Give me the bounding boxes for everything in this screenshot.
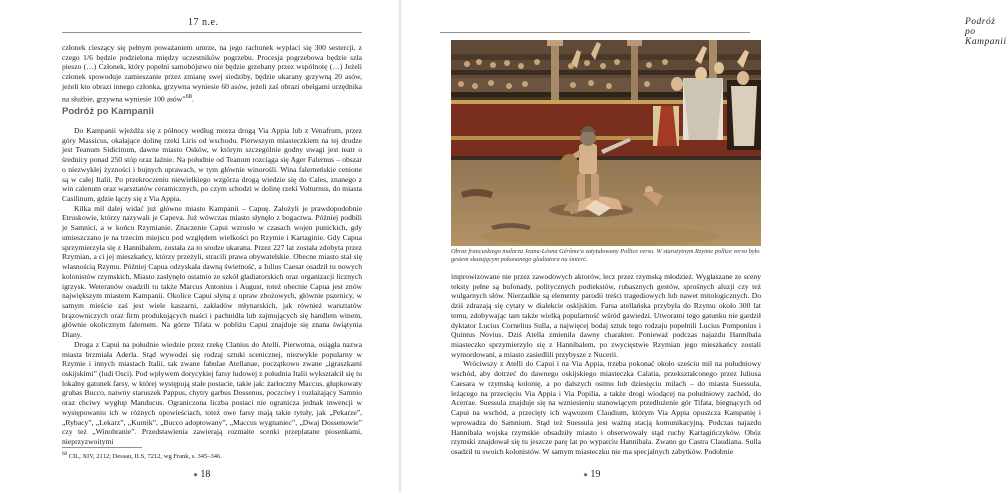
pollice-verso-painting [451, 40, 761, 246]
diamond-ornament-icon: ◆ [193, 472, 198, 478]
page-number-value: 19 [590, 469, 601, 480]
body-paragraph: improwizowane nie przez zawodowych aktorów, lecz przez rzymską młodzież. Wygłaszane ze sceny teksty pełne są bufonady, politycznych podtekstów, rubasznych gestów, sprośnych aluzji czy też wulgarnych słów. Nierzadkie są elementy parodii treści tragediowych lub nawet mitologicznych. Do dziś zdrazają się cytaty w dialekcie oskijskim. Farsa atellańska przybyła do Rzymu około 300 lat temu, zdobywając tam także wielką popularność wśród gawiedzi. Utworami tego gatunku nie gardził dyktator Lucius Cornelius Sulla, a najwięcej bodaj sztuk tego rodzaju popełnili Lucius Pomponius i Quintus Novius. Dziś Atella zmieniła dawny charakter. Ponieważ podczas najazdu Hannibala miasteczko sprzymierzyło się z Hannibalem, po zwycięstwie Rzymian jego mieszkańcy zostali wymordowani, a miasto zasiedlili przybysze z Nucerii. [451, 272, 761, 359]
footnote [62, 452, 222, 460]
header-rule-right [440, 32, 750, 33]
continued-paragraph: członek cieszący się pełnym poważaniem umrze, na jego rachunek wypłaci się 300 sestercji, z czego 1/6 będzie podzielona między uczestników pogrzebu. Procesja pogrzebowa będzie szła pieszo (…) Członek, który popełni samobójstwo nie będzie grzebany przez wspólnotę (…) Jeżeli członek spowoduje zamieszanie przez zmianę swej siedziby, będzie ukarany grzywną 20 asów, jeżeli kto obrazi innego członka, grzywna wyniesie 60 asów, jeżeli zaś obrazi obelgami urzędnika na służbie, grzywna wyniesie 100 asów” [62, 43, 362, 104]
section-heading: Podróż po Kampanii [62, 106, 154, 117]
running-head-left: 17 n.e. [188, 17, 219, 28]
figure-caption: Obraz francuskiego malarza Jeana-Léona Gérôme'a zatytułowany Pollice verso. W starożytnym Rzymie pollice verso było gestem skazującym pokonanego gladiatora na śmierć. [451, 248, 760, 263]
right-page-body [451, 272, 761, 457]
painting-illustration [451, 40, 761, 246]
body-paragraph: Wróciwszy z Atelli do Capui i na Via Appia, trzeba pokonać około sześciu mil na południowy wschód, aby dotrzeć do dawnego oskijskiego miasteczka Calatia, przekształconego przez Iuliusa Caesara w rzymską kolonię, a po dalszych osimu lub dziesięciu milach – do miasta Suessula, leżącego na przecięciu Via Appia i Via Popilia, a także drogi wiodącej na południowy zachód, do Acerrae. Suessula znajduje się na wzniesieniu stanowiącym przedłużenie gór Tifata, biegnących od Capui na wschód, a przecięty ich wąwozem Claudium, którym Via Appia opuszcza Kampanię i wprowadza do Samnium. Stąd też Suessula jest ważną stacją komunikacyjną. Podczas najazdu Hannibala wojska rzymskie obsadziły miasto i obserwowały stąd ruchy Kartagińczyków. Obóz rzymski znajdował się tu jeszcze parę lat po wyparciu Hannibala. Zwano go Castra Claudiana. Sulla osadził tu swoich kolonistów. W samym miasteczku nie ma specjalnych zabytków. Podobnie [451, 359, 761, 456]
header-rule-left [62, 32, 362, 33]
page-number-value: 18 [200, 469, 211, 480]
body-paragraph: Do Kampanii wjeżdża się z północy według morza drogą Via Appia lub z Venafrum, przez góry Massicus, okalające dolinę rzeki Liris od wschodu. Pierwszym miasteczkiem na tej drudze jest Teanum Sidicinum, dawne miasto Osków, w którym szczególnie godny uwagi jest teatr o średnicy ponad 250 stóp oraz łaźnie. Na południe od Teanum rozciąga się Ager Falernus – obszar o niezwykłej żyzności i bujnych uprawach, w tym głównie winorośli. Wina falerneńskie cenione są w całej Italii. Po przekroczeniu niewielkiego wzgórza drogą wiedzie się do Cales, znanego z win calenum oraz warsztatów ceramicznych, po czym schodzi w dolinę rzeki Volturnus, do miasta Casilinum, gdzie łączy się z Via Appia. [62, 126, 362, 204]
diamond-ornament-icon: ◆ [583, 472, 588, 478]
footnote-rule [62, 447, 142, 448]
page-number-right [562, 469, 622, 480]
body-paragraph: Kilka mil dalej widać już główne miasto Kampanii – Capuę. Założyli je prawdopodobnie Etruskowie, którzy nazywali je Capeva. Już wówczas miasto słynęło z bogactwa. Później podbili je Samnici, a w końcu Rzymianie. Znaczenie Capui wzrosło w czasach wojen punickich, gdy umieszczano je na trzecim miejscu pod względem wielkości po Rzymie i Kartaginie. Gdy Capua sprzymierzyła się z Hannibalem, została za to srodze ukarana. Przez 227 lat została zdobyta przez Rzymian, a ci jej mieszkańcy, którzy przeżyli, stracili prawa obywatelskie. Obecne miasto stał się własnością Rzymu. Później Capua odzyskała dawną świetność, a Iulius Caesar osadził tu nowych kolonistów rzymskich. Miasto zasłynęło ostatnio ze szkół gladiatorskich oraz organizacji licznych igrzysk. Weteranów osadzili tu także Marcus Antonius i August, toteż obecnie Capua jest znów największym miastem Kampanii. Okolice Capui słyną z upraw zbożowych, głównie pszenicy, w samym mieście zaś jest wiele kaszarni, zakładów młynarskich, jak również warsztatów brązowniczych oraz firm produkujących maści i pachnidła lub zajmujących się handlem winem, głównie okolicznym falernem. Na górze Tifata w pobliżu Capui znajduje się znana świątynia Diany. [62, 203, 362, 340]
continued-text: członek cieszący się pełnym poważaniem umrze, na jego rachunek wypłaci się 300 sestercji, z czego 1/6 będzie podzielona między uczestników pogrzebu. Procesja pogrzebowa będzie szła pieszo (…) Członek, który popełni samobójstwo nie będzie grzebany przez wspólnotę (…) Jeżeli członek spowoduje zamieszanie przez zmianę swej siedziby, będzie ukarany grzywną 20 asów, jeżeli kto obrazi innego członka, grzywna wyniesie 60 asów, jeżeli zaś obrazi obelgami urzędnika na służbie, grzywna wyniesie 100 asów”$^{68}$. [62, 43, 362, 104]
left-page-body [62, 126, 362, 447]
footnote-number: 68 [62, 452, 67, 457]
running-head-right: Podróż po Kampanii [965, 17, 1006, 47]
page-number-left [172, 469, 232, 480]
body-paragraph: Droga z Capui na południe wiedzie przez rzekę Clanius do Atelli. Pierwotna, osiągła nazwa miasta brzmiała Aderla. Stąd wywodzi się rodzaj sztuki scenicznej, niezwykle popularny w Rzymie i innych miastach Italii, tak zwane fabulae Atellanae, początkowo zwane „igraszkami oskijskimi” (ludi Osci). Pod wpływem dorycykiej farsy ludowej z południa Italii wykształcił się tu lokalny gatunek farsy, w której występują stałe postacie, takie jak: żarłoczny Maccus, głupkowaty grubas Bucco, naiwny staruszek Pappus, chytry garbus Dossenus, poczciwy i rozłażający Samnio oraz chciwy wygłup Manducus. Ograniczona liczba postaci nie ogranicza jednak inwencji w występowaniu ich w różnych opowieściach, toteż owe farsy mają takie tytuły, jak „Pekarze”, „Rybacy”, „Lekarz”, „Kurnik”, „Bucco adoptowany”, „Maccus wygnaniec”, „Dwaj Dossenowie” czy też „Winobranie”. Przedstawienia zawierają rozmaite scenki przeplatane piosenkami, nieprzyzwoitymi [62, 339, 362, 446]
footnote-reference: 68 [185, 92, 192, 100]
footnote-text: CIL, XIV, 2112; Dessau, ILS, 7212, wg Frank, s. 345–346. [68, 453, 222, 461]
